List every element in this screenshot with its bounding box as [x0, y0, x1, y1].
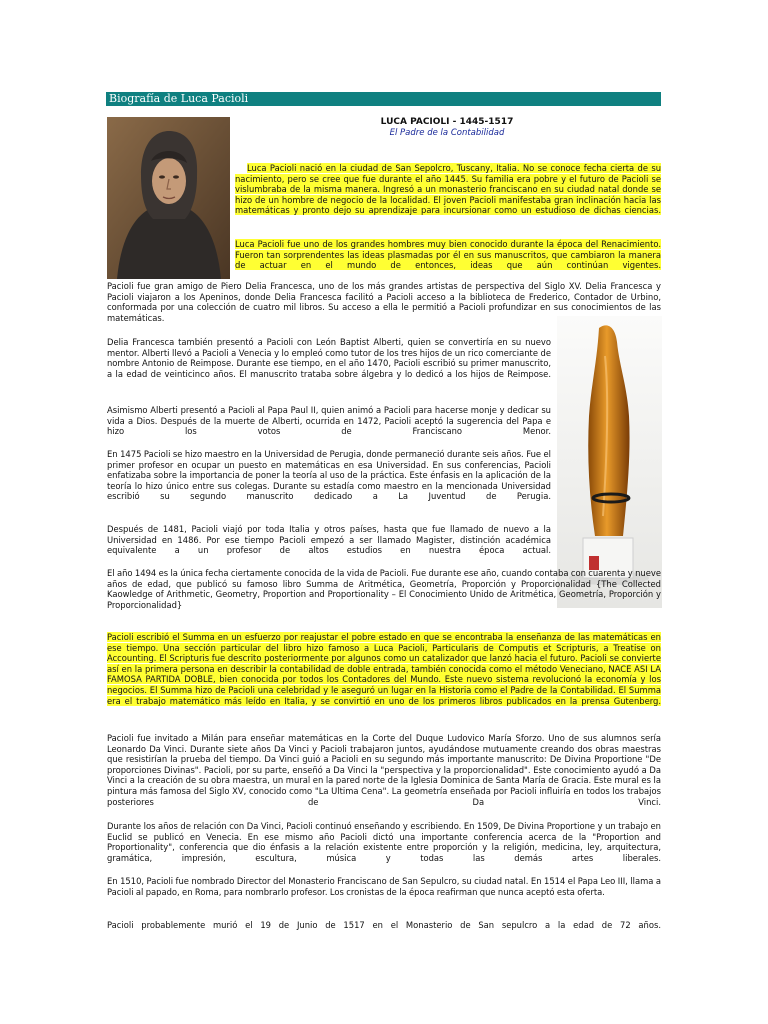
paragraph-9: Pacioli escribió el Summa en un esfuerzo por reajustar el pobre estado en que se encontraba la enseñanza de las matemáticas en ese tiempo. Una sección particular del libro hizo famoso a Luca Pacioli, Particularis de Computis et Scripturis, a Treatise on Accounting. El Scripturis fue descrito posteriormente por algunos como un catalizador que lanzó hacia el futuro. Pacioli se convierte así en la primera persona en describir la contabilidad de doble entrada, también conocida como el método Veneciano, NACE ASI LA FAMOSA PARTIDA DOBLE, bien conocida por todos los Contadores del Mundo. Este nuevo sistema revolucionó la economía y los negocios. El Summa hizo de Pacioli una celebridad y le aseguró un lugar en la Historia como el Padre de la Contabilidad. El Summa era el trabajo matemático más leído en Italia, y se convirtió en uno de los primeros libros publicados en la prensa Gutenberg. [107, 632, 661, 706]
paragraph-12: En 1510, Pacioli fue nombrado Director del Monasterio Franciscano de San Sepulcro, su ciudad natal. En 1514 el Papa Leo III, llama a Pacioli al papado, en Roma, para nombrarlo profesor. Los cronistas de la época reafirman que nunca aceptó esta oferta. [107, 876, 661, 897]
portrait-image [107, 117, 230, 279]
paragraph-2: Luca Pacioli fue uno de los grandes hombres muy bien conocido durante la época del Renacimiento. Fueron tan sorprendentes las ideas plasmadas por él en sus manuscritos, que cambiaron la manera de actuar en el mundo de entonces, ideas que aún continúan vigentes. [235, 239, 661, 271]
paragraph-5: Asimismo Alberti presentó a Pacioli al Papa Paul II, quien animó a Pacioli para hacerse monje y dedicar su vida a Dios. Después de la muerte de Alberti, ocurrida en 1472, Pacioli aceptó la sugerencia del Papa e hizo los votos de Franciscano Menor. [107, 405, 551, 437]
paragraph-11: Durante los años de relación con Da Vinci, Pacioli continuó enseñando y escribiendo. En 1509, De Divina Proportione y un trabajo en Euclid se publicó en Venecia. En ese mismo año Pacioli dictó una importante conferencia acerca de la "Proportion and Proportionality", conferencia que dio énfasis a la relación existente entre proporción y la religión, medicina, ley, arquitectura, gramática, impresión, escultura, música y todas las demás artes liberales. [107, 821, 661, 863]
bottle-photo [557, 316, 662, 608]
paragraph-4: Delia Francesca también presentó a Pacioli con León Baptist Alberti, quien se convertiría en su nuevo mentor. Alberti llevó a Pacioli a Venecia y lo empleó como tutor de los tres hijos de un rico comerciante de nombre Antonio de Reimpose. Durante ese tiempo, en el año 1470, Pacioli escribió su primer manuscrito, a la edad de veinticinco años. El manuscrito trataba sobre álgebra y lo dedicó a los hijos de Reimpose. [107, 337, 551, 379]
paragraph-3: Pacioli fue gran amigo de Piero Delia Francesca, uno de los más grandes artistas de perspectiva del Siglo XV. Delia Francesca y Pacioli viajaron a los Apeninos, donde Delia Francesca facilitó a Pacioli acceso a la biblioteca de Frederico, Contador de Urbino, conformada por una colección de cuatro mil libros. Su acceso a ella le permitió a Pacioli profundizar en sus conocimientos de las matemáticas. [107, 281, 661, 323]
paragraph-7: Después de 1481, Pacioli viajó por toda Italia y otros países, hasta que fue llamado de nuevo a la Universidad en 1486. Por ese tiempo Pacioli empezó a ser llamado Magister, distinción académica equivalente a un profesor de altos estudios en nuestra época actual. [107, 524, 551, 556]
paragraph-1: Luca Pacioli nació en la ciudad de San Sepolcro, Tuscany, Italia. No se conoce fecha cierta de su nacimiento, pero se cree que fue durante el año 1445. Su familia era pobre y el futuro de Pacioli se vislumbraba de la misma manera. Ingresó a un monasterio franciscano en su ciudad natal donde se hizo de un hombre de negocio de la localidad. El joven Pacioli manifestaba gran inclinación hacia las matemáticas y pronto dejo su aprendizaje para incursionar como un estudioso de dichas ciencias. [235, 163, 661, 216]
paragraph-6: En 1475 Pacioli se hizo maestro en la Universidad de Perugia, donde permaneció durante seis años. Fue el primer profesor en ocupar un puesto en matemáticas en esa Universidad. En sus conferencias, Pacioli enfatizaba sobre la importancia de poner la teoría al uso de la práctica. Este énfasis en la aplicación de la teoría lo hizo único entre sus colegas. Durante su estadía como maestro en la mencionada Universidad escribió su segundo manuscrito dedicado a La Juventud de Perugia. [107, 449, 551, 502]
paragraph-10: Pacioli fue invitado a Milán para enseñar matemáticas en la Corte del Duque Ludovico María Sforzo. Uno de sus alumnos sería Leonardo Da Vinci. Durante siete años Da Vinci y Pacioli trabajaron juntos, ayudándose mutuamente creando dos obras maestras que resistirían la prueba del tiempo. Da Vinci guió a Pacioli en su segundo más importante manuscrito: De Divina Proportione "De proporciones Divinas". Pacioli, por su parte, enseñó a Da Vinci la "perspectiva y la proporcionalidad". Este conocimiento ayudó a Da Vinci a la creación de su obra maestra, un mural en la pared norte de la Iglesia Dominica de Santa María de Gracia. Este mural es la pintura más famosa del Siglo XV, conocido como "La Ultima Cena". La geometría enseñada por Pacioli influiría en todos los trabajos posteriores de Da Vinci. [107, 733, 661, 807]
section-header-bar [106, 92, 661, 106]
article-title: LUCA PACIOLI - 1445-1517 [380, 117, 514, 127]
paragraph-8: El año 1494 es la única fecha ciertamente conocida de la vida de Pacioli. Fue durante ese año, cuando contaba con cuarenta y nueve años de edad, que publicó su famoso libro Summa de Aritmética, Geometría, Proporción y Proporcionalidad {The Collected Kaowledge of Arithmetic, Geometry, Proportion and Proportionality – El Conocimiento Unido de Aritmética, Geometría, Proporción y Proporcionalidad} [107, 568, 661, 610]
section-title: Biografía de Luca Pacioli [109, 92, 249, 105]
paragraph-13: Pacioli probablemente murió el 19 de Junio de 1517 en el Monasterio de San sepulcro a la edad de 72 años. [107, 920, 661, 930]
article-subtitle: El Padre de la Contabilidad [389, 128, 505, 138]
